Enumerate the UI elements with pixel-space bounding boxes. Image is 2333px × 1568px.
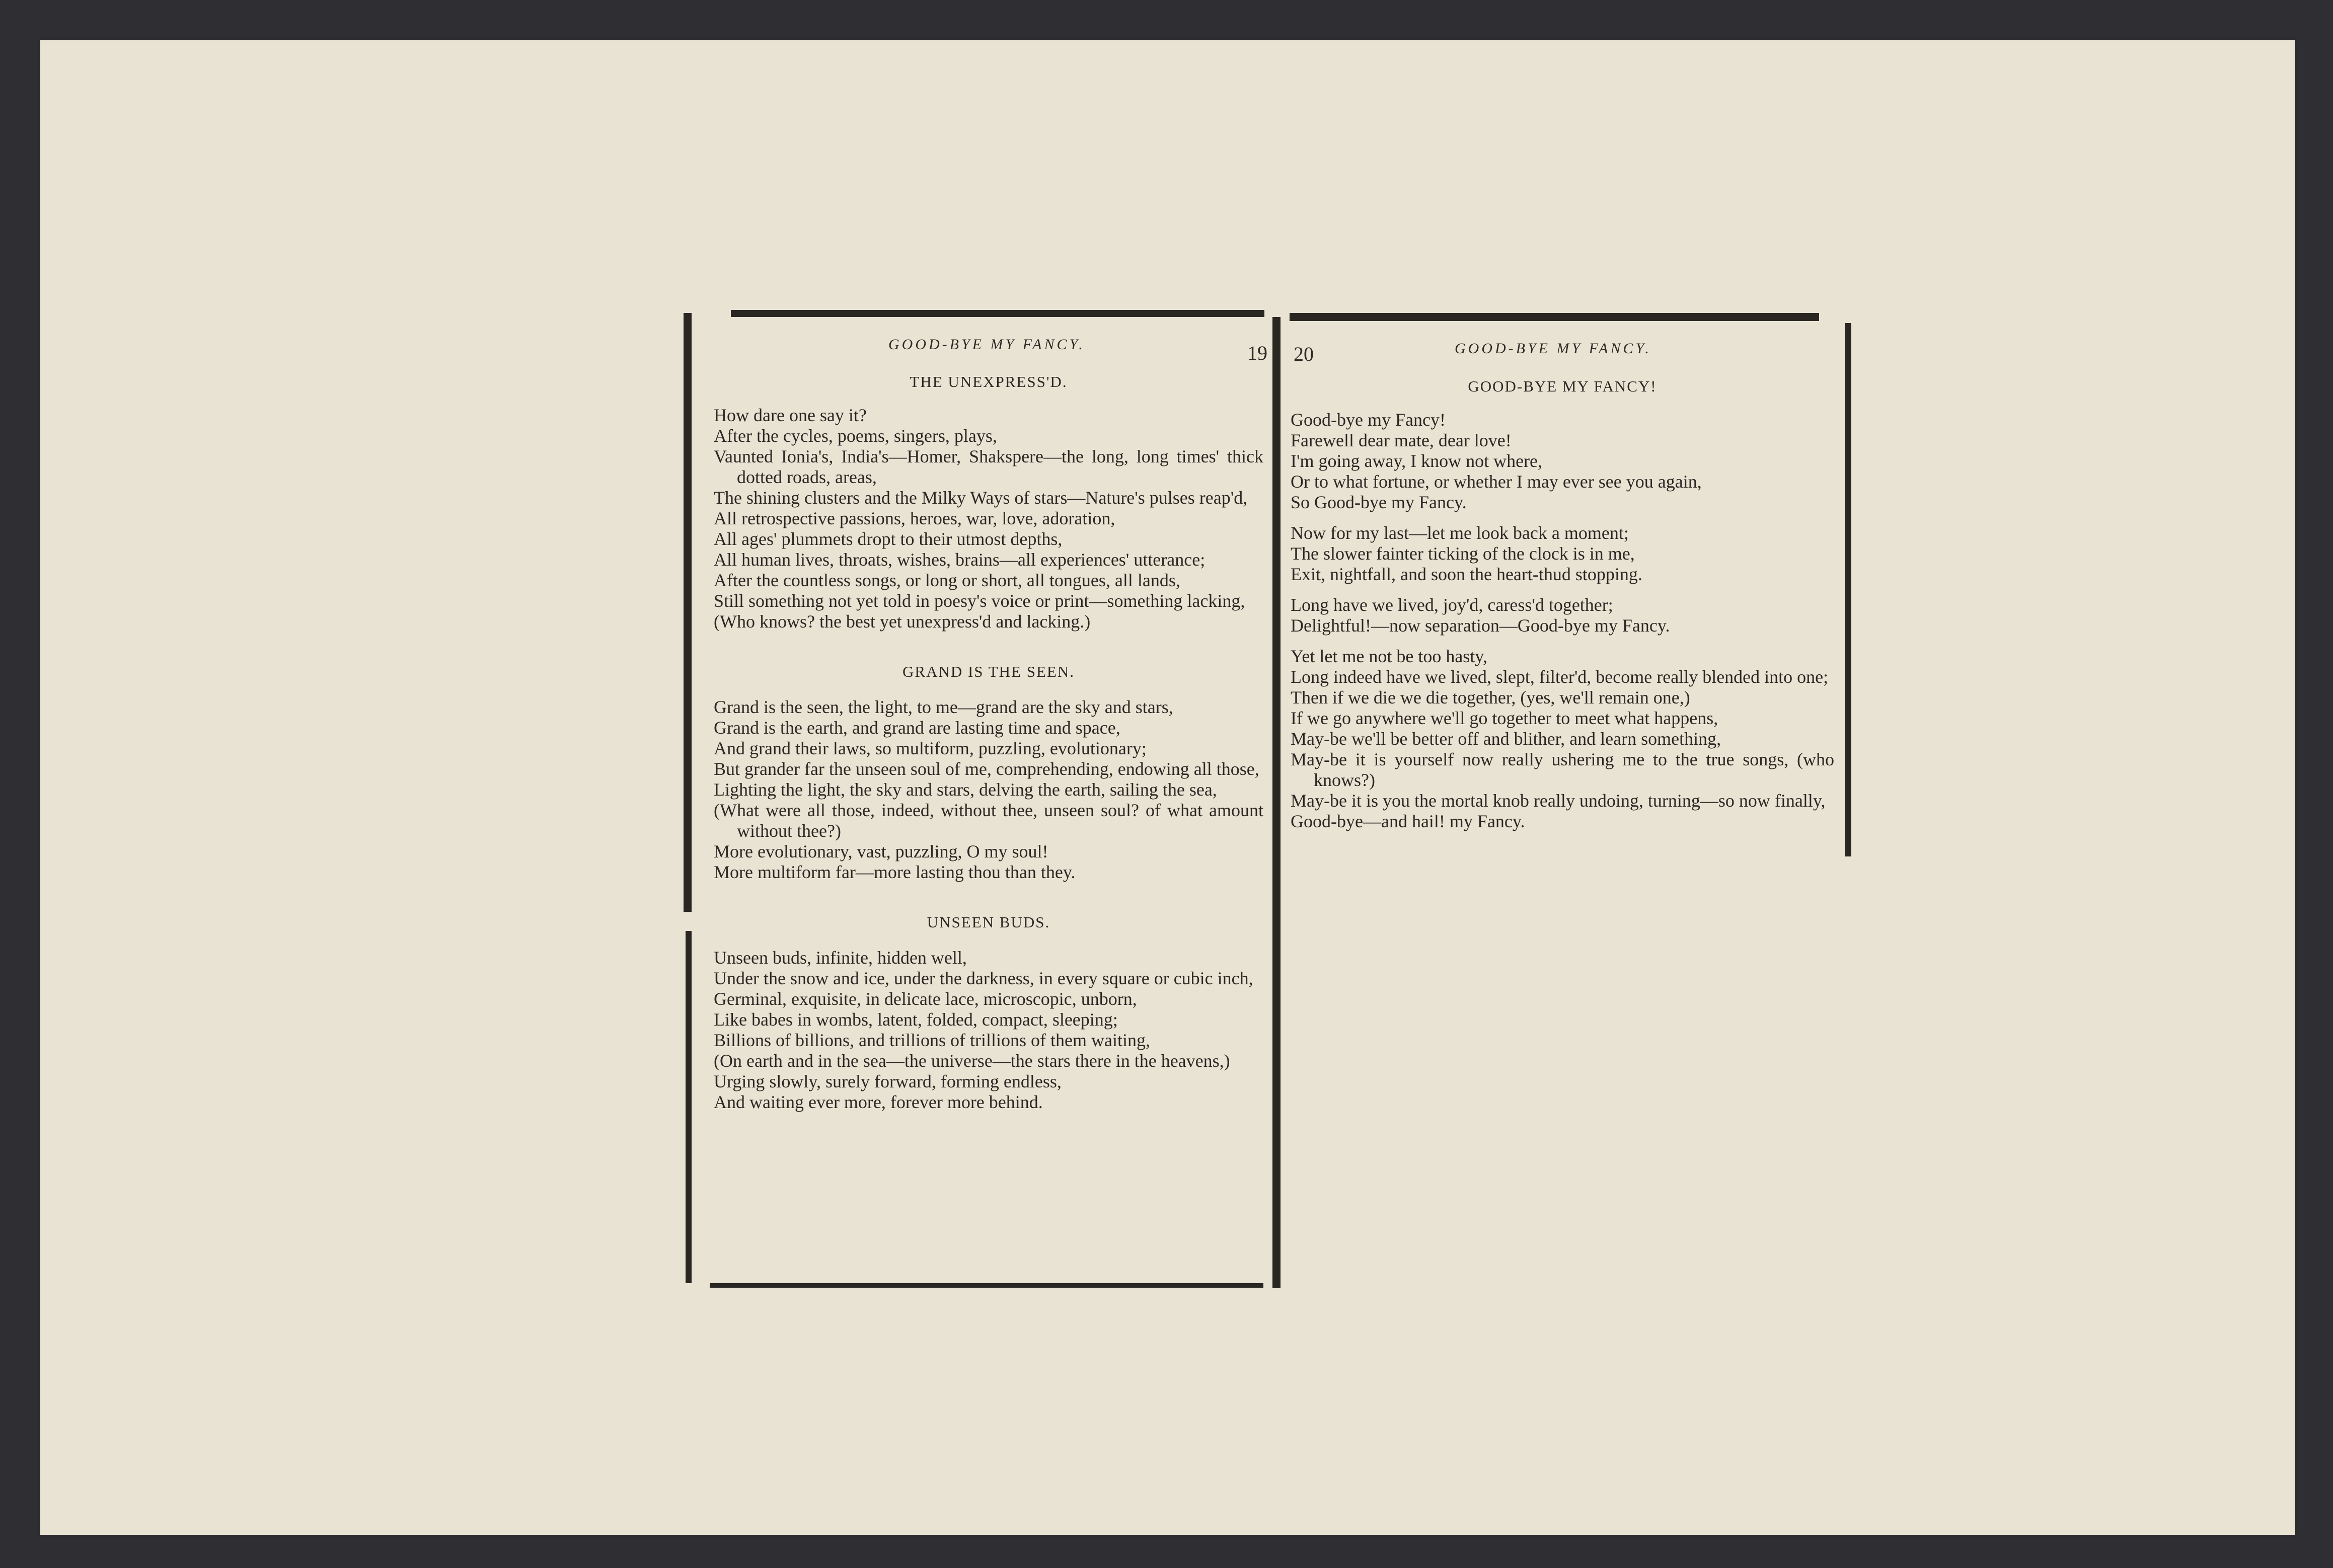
poem-line: Or to what fortune, or whether I may ever see you again, bbox=[1291, 472, 1702, 492]
poem-line: (On earth and in the sea—the universe—the stars there in the heavens,) bbox=[714, 1051, 1230, 1071]
poem-line: Grand is the earth, and grand are lasting time and space, bbox=[714, 718, 1120, 738]
left-border-rule bbox=[1273, 317, 1281, 1288]
poem-line: Billions of billions, and trillions of trillions of them waiting, bbox=[714, 1030, 1150, 1050]
poem-title: THE UNEXPRESS'D. bbox=[910, 373, 1068, 390]
poem-line: And grand their laws, so multiform, puzzling, evolutionary; bbox=[714, 738, 1147, 758]
left-border-rule-lower bbox=[686, 931, 692, 1283]
poem-line: Grand is the seen, the light, to me—grand are the sky and stars, bbox=[714, 697, 1173, 717]
poem-line: More evolutionary, vast, puzzling, O my soul! bbox=[714, 841, 1048, 861]
poem-line: Germinal, exquisite, in delicate lace, microscopic, unborn, bbox=[714, 989, 1137, 1009]
stanza bbox=[714, 697, 1263, 883]
poem-line: Farewell dear mate, dear love! bbox=[1291, 430, 1512, 450]
page-number: 20 bbox=[1294, 343, 1314, 365]
poem-line: (Who knows? the best yet unexpress'd and lacking.) bbox=[714, 611, 1091, 632]
poem-line: (What were all those, indeed, without thee, unseen soul? of what amount without thee?) bbox=[714, 800, 1263, 841]
right-page bbox=[1258, 272, 1908, 1293]
poem-line: Unseen buds, infinite, hidden well, bbox=[714, 948, 967, 968]
poem-line: Then if we die we die together, (yes, we'll remain one,) bbox=[1291, 687, 1690, 708]
running-head: GOOD-BYE MY FANCY. bbox=[888, 336, 1085, 353]
left-border-rule bbox=[684, 313, 692, 912]
poem-line: Exit, nightfall, and soon the heart-thud stopping. bbox=[1291, 564, 1642, 584]
poem-line: All retrospective passions, heroes, war, love, adoration, bbox=[714, 508, 1115, 528]
poem-line: Vaunted Ionia's, India's—Homer, Shakspere—the long, long times' thick dotted roads, areas, bbox=[714, 446, 1263, 487]
poem-line: All human lives, throats, wishes, brains—all experiences' utterance; bbox=[714, 550, 1206, 570]
poem-line: So Good-bye my Fancy. bbox=[1291, 492, 1467, 512]
poem-line: Urging slowly, surely forward, forming endless, bbox=[714, 1071, 1062, 1091]
poem-line: Now for my last—let me look back a moment; bbox=[1291, 523, 1629, 543]
poem-line: May-be it is yourself now really ushering me to the true songs, (who knows?) bbox=[1291, 749, 1834, 790]
poem-line: Under the snow and ice, under the darkness, in every square or cubic inch, bbox=[714, 968, 1253, 988]
poem-line: Long indeed have we lived, slept, filter'd, become really blended into one; bbox=[1291, 667, 1829, 687]
poem-line: But grander far the unseen soul of me, comprehending, endowing all those, bbox=[714, 759, 1259, 779]
stanza bbox=[714, 948, 1263, 1113]
poem-line: And waiting ever more, forever more behind. bbox=[714, 1092, 1043, 1112]
poem-column bbox=[1291, 376, 1834, 832]
poem-line: All ages' plummets dropt to their utmost depths, bbox=[714, 529, 1063, 549]
poem-line: Good-bye—and hail! my Fancy. bbox=[1291, 811, 1525, 831]
top-rule bbox=[1290, 313, 1819, 321]
poem-line: How dare one say it? bbox=[714, 405, 867, 425]
stanza bbox=[714, 405, 1263, 632]
poem-title: UNSEEN BUDS. bbox=[927, 913, 1050, 931]
stanza bbox=[1291, 646, 1834, 832]
poem-line: May-be we'll be better off and blither, and learn something, bbox=[1291, 729, 1721, 749]
poem-line: May-be it is you the mortal knob really undoing, turning—so now finally, bbox=[1291, 791, 1826, 811]
poem-line: Still something not yet told in poesy's voice or print—something lacking, bbox=[714, 591, 1245, 611]
poem-line: Good-bye my Fancy! bbox=[1291, 410, 1446, 430]
poem-line: I'm going away, I know not where, bbox=[1291, 451, 1543, 471]
poem-line: If we go anywhere we'll go together to meet what happens, bbox=[1291, 708, 1718, 728]
poem-column bbox=[714, 371, 1263, 1113]
right-border-rule bbox=[1845, 323, 1851, 856]
poem-line: More multiform far—more lasting thou than they. bbox=[714, 862, 1076, 882]
bottom-rule bbox=[710, 1283, 1263, 1288]
poem-line: The shining clusters and the Milky Ways of stars—Nature's pulses reap'd, bbox=[714, 488, 1248, 508]
left-page bbox=[649, 272, 1268, 1293]
stanza bbox=[1291, 595, 1834, 636]
paper-sheet bbox=[40, 40, 2295, 1535]
page-number: 19 bbox=[1247, 342, 1267, 364]
poem-line: Lighting the light, the sky and stars, delving the earth, sailing the sea, bbox=[714, 779, 1217, 800]
poem-title: GRAND IS THE SEEN. bbox=[902, 663, 1075, 680]
stanza bbox=[1291, 523, 1834, 585]
poem-line: Delightful!—now separation—Good-bye my Fancy. bbox=[1291, 615, 1670, 636]
poem-line: After the cycles, poems, singers, plays, bbox=[714, 426, 997, 446]
poem-line: Long have we lived, joy'd, caress'd together; bbox=[1291, 595, 1613, 615]
poem-line: After the countless songs, or long or short, all tongues, all lands, bbox=[714, 570, 1180, 590]
poem-line: The slower fainter ticking of the clock is in me, bbox=[1291, 543, 1635, 564]
top-rule bbox=[731, 310, 1264, 317]
poem-line: Yet let me not be too hasty, bbox=[1291, 646, 1487, 666]
stanza bbox=[1291, 410, 1834, 513]
poem-line: Like babes in wombs, latent, folded, compact, sleeping; bbox=[714, 1009, 1118, 1030]
poem-title: GOOD-BYE MY FANCY! bbox=[1468, 377, 1657, 395]
running-head: GOOD-BYE MY FANCY. bbox=[1455, 340, 1651, 357]
